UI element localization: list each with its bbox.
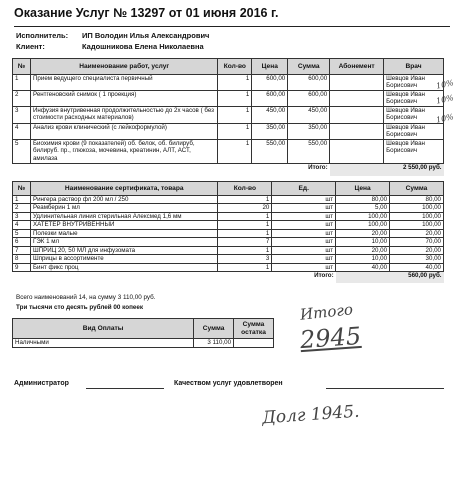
executor-value: ИП Володин Илья Александрович: [82, 31, 210, 40]
cell-number: 2: [13, 91, 31, 107]
handwritten-debt: Долг 1945.: [261, 401, 361, 429]
cell-qty: 1: [218, 124, 252, 140]
cell-sum: 600,00: [288, 75, 330, 91]
table-row: [13, 204, 444, 212]
cell-number: 3: [13, 212, 31, 220]
cell-unit: шт: [272, 263, 336, 271]
cell-number: 4: [13, 124, 31, 140]
handwritten-percent-2: 10%: [435, 93, 455, 106]
cell-sum: 20,00: [390, 246, 444, 254]
handwritten-percent-3: 10%: [435, 112, 455, 125]
client-signature-line: [326, 388, 444, 389]
cell-qty: 3: [218, 255, 272, 263]
cell-qty: 1: [218, 75, 252, 91]
services-col-subscription: Абонемент: [330, 59, 384, 75]
table-row: [13, 212, 444, 220]
cell-name: Инфузия внутривенная продолжительностью до 2х часов ( без стоимости расходных материалов): [30, 107, 217, 124]
cell-payment-type: Наличными: [13, 339, 194, 348]
cell-qty: 1: [218, 140, 252, 164]
cell-price: 350,00: [252, 124, 288, 140]
handwritten-itogo: Итого: [299, 300, 354, 324]
cell-name: Рентгеновский снимок ( 1 проекция): [30, 91, 217, 107]
table-row: [13, 91, 444, 107]
cell-sum: 20,00: [390, 229, 444, 237]
services-table: [12, 58, 444, 176]
cell-price: 100,00: [336, 221, 390, 229]
executor-label: Исполнитель:: [16, 31, 69, 40]
goods-col-price: Цена: [336, 182, 390, 196]
cell-doctor: Шевцов Иван Борисович: [384, 124, 444, 140]
cell-price: 20,00: [336, 229, 390, 237]
cell-sum: 100,00: [390, 204, 444, 212]
cell-qty: 1: [218, 196, 272, 204]
cell-qty: 1: [218, 212, 272, 220]
goods-col-qty: Кол-во: [218, 182, 272, 196]
cell-qty: 1: [218, 263, 272, 271]
table-row: [13, 238, 444, 246]
table-row: [13, 339, 274, 348]
cell-sum: 600,00: [288, 91, 330, 107]
cell-price: 550,00: [252, 140, 288, 164]
cell-number: 1: [13, 196, 31, 204]
services-col-number: №: [13, 59, 31, 75]
cell-qty: 1: [218, 91, 252, 107]
cell-price: 40,00: [336, 263, 390, 271]
services-col-qty: Кол-во: [218, 59, 252, 75]
admin-signature-line: [86, 388, 164, 389]
cell-unit: шт: [272, 204, 336, 212]
client-value: Кадошникова Елена Николаевна: [82, 42, 204, 51]
cell-sum: 100,00: [390, 221, 444, 229]
cell-number: 5: [13, 229, 31, 237]
table-row: [13, 229, 444, 237]
summary-line-2: Три тысячи сто десять рублей 00 копеек: [16, 304, 144, 311]
table-row: [13, 107, 444, 124]
document-title: Оказание Услуг № 13297 от 01 июня 2016 г.: [14, 6, 279, 20]
cell-name: Рингера раствор фл 200 мл / 250: [30, 196, 218, 204]
cell-subscription: [330, 91, 384, 107]
cell-unit: шт: [272, 229, 336, 237]
client-label: Клиент:: [16, 42, 45, 51]
cell-unit: шт: [272, 221, 336, 229]
cell-unit: шт: [272, 196, 336, 204]
cell-qty: 7: [218, 238, 272, 246]
cell-subscription: [330, 75, 384, 91]
cell-number: 5: [13, 140, 31, 164]
cell-sum: 450,00: [288, 107, 330, 124]
cell-payment-sum: 3 110,00: [194, 339, 234, 348]
cell-payment-rest: [234, 339, 274, 348]
goods-total-label: Итого:: [13, 271, 336, 283]
goods-col-name: Наименование сертификата, товара: [30, 182, 218, 196]
table-row: [13, 246, 444, 254]
cell-name: Шприцы в ассортименте: [30, 255, 218, 263]
cell-name: Анализ крови клинический (с лейкоформулой): [30, 124, 217, 140]
cell-sum: 30,00: [390, 255, 444, 263]
goods-col-sum: Сумма: [390, 182, 444, 196]
cell-subscription: [330, 107, 384, 124]
handwritten-itogo-value: 2945: [299, 321, 362, 355]
cell-number: 3: [13, 107, 31, 124]
cell-number: 7: [13, 246, 31, 254]
payment-col-rest: Сумма остатка: [234, 319, 274, 339]
cell-number: 9: [13, 263, 31, 271]
services-col-name: Наименование работ, услуг: [30, 59, 217, 75]
goods-total-value: 560,00 руб.: [336, 271, 444, 283]
cell-qty: 20: [218, 204, 272, 212]
table-row: [13, 221, 444, 229]
title-divider: [14, 26, 450, 27]
cell-unit: шт: [272, 246, 336, 254]
cell-doctor: Шевцов Иван Борисович: [384, 140, 444, 164]
cell-price: 600,00: [252, 75, 288, 91]
services-total-value: 2 550,00 руб.: [330, 164, 444, 176]
cell-name: Удлинительная линия стерильная Алексмед 1,6 мм: [30, 212, 218, 220]
cell-price: 600,00: [252, 91, 288, 107]
cell-price: 450,00: [252, 107, 288, 124]
cell-price: 100,00: [336, 212, 390, 220]
cell-price: 10,00: [336, 238, 390, 246]
cell-sum: 40,00: [390, 263, 444, 271]
cell-sum: 100,00: [390, 212, 444, 220]
cell-name: Биохимия крови (9 показателей) об. белок, об. билируб, билируб. пр., глюкоза, мочевина, креатинин, АЛТ, АСТ, амилаза: [30, 140, 217, 164]
goods-col-unit: Ед.: [272, 182, 336, 196]
cell-sum: 70,00: [390, 238, 444, 246]
cell-qty: 1: [218, 229, 272, 237]
cell-number: 4: [13, 221, 31, 229]
cell-name: ГЭК 1 мл: [30, 238, 218, 246]
cell-qty: 1: [218, 107, 252, 124]
services-col-sum: Сумма: [288, 59, 330, 75]
cell-number: 2: [13, 204, 31, 212]
table-row: [13, 75, 444, 91]
handwritten-percent-1: 10%: [435, 78, 455, 91]
table-row: [13, 263, 444, 271]
cell-price: 5,00: [336, 204, 390, 212]
summary-line-1: Всего наименований 14, на сумму 3 110,00 руб.: [16, 294, 156, 301]
cell-unit: шт: [272, 212, 336, 220]
cell-qty: 1: [218, 246, 272, 254]
cell-name: Полезки малые: [30, 229, 218, 237]
cell-number: 1: [13, 75, 31, 91]
cell-sum: 80,00: [390, 196, 444, 204]
cell-doctor: Шевцов Иван Борисович: [384, 91, 444, 107]
cell-unit: шт: [272, 255, 336, 263]
cell-name: Прием ведущего специалиста первичный: [30, 75, 217, 91]
cell-subscription: [330, 140, 384, 164]
payment-col-type: Вид Оплаты: [13, 319, 194, 339]
table-row: [13, 196, 444, 204]
cell-name: ШПРИЦ 20, 50 МЛ для инфузомата: [30, 246, 218, 254]
payment-table: [12, 318, 274, 348]
cell-name: ХАТЕТЕР ВНУТРИВЕННЫЙ: [30, 221, 218, 229]
payment-col-sum: Сумма: [194, 319, 234, 339]
cell-doctor: Шевцов Иван Борисович: [384, 75, 444, 91]
cell-price: 10,00: [336, 255, 390, 263]
cell-subscription: [330, 124, 384, 140]
admin-label: Администратор: [14, 380, 69, 387]
cell-price: 20,00: [336, 246, 390, 254]
cell-name: Бинт фикс проц: [30, 263, 218, 271]
table-row: [13, 124, 444, 140]
cell-sum: 550,00: [288, 140, 330, 164]
cell-price: 80,00: [336, 196, 390, 204]
cell-unit: шт: [272, 238, 336, 246]
cell-sum: 350,00: [288, 124, 330, 140]
cell-doctor: Шевцов Иван Борисович: [384, 107, 444, 124]
services-total-label: Итого:: [13, 164, 330, 176]
cell-name: Реамберин 1 мл: [30, 204, 218, 212]
cell-number: 6: [13, 238, 31, 246]
goods-col-number: №: [13, 182, 31, 196]
table-row: [13, 255, 444, 263]
services-col-price: Цена: [252, 59, 288, 75]
cell-qty: 1: [218, 221, 272, 229]
cell-number: 8: [13, 255, 31, 263]
quality-label: Качеством услуг удовлетворен: [174, 380, 283, 387]
services-col-doctor: Врач: [384, 59, 444, 75]
goods-table: [12, 181, 444, 283]
table-row: [13, 140, 444, 164]
